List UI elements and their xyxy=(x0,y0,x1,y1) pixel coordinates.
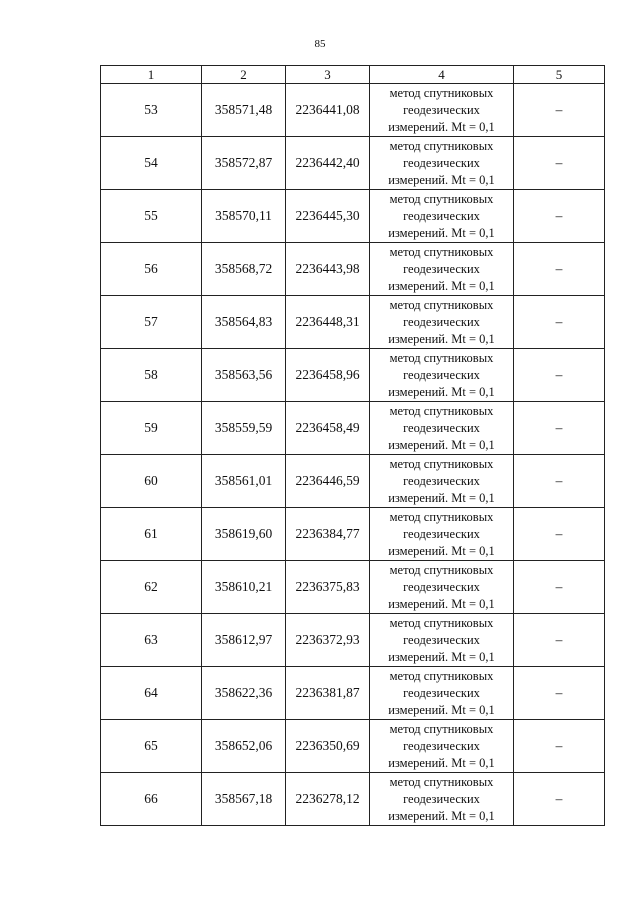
table-row xyxy=(101,508,605,561)
note-cell: – xyxy=(514,455,605,508)
column-header: 2 xyxy=(202,66,286,84)
point-number-cell: 62 xyxy=(101,561,202,614)
column-header: 5 xyxy=(514,66,605,84)
note-cell: – xyxy=(514,561,605,614)
method-cell: метод спутниковых геодезических измерений. Mt = 0,1 xyxy=(370,402,514,455)
method-cell: метод спутниковых геодезических измерений. Mt = 0,1 xyxy=(370,720,514,773)
note-cell: – xyxy=(514,84,605,137)
point-number-cell: 58 xyxy=(101,349,202,402)
note-cell: – xyxy=(514,508,605,561)
note-cell: – xyxy=(514,614,605,667)
x-coordinate-cell: 358561,01 xyxy=(202,455,286,508)
y-coordinate-cell: 2236372,93 xyxy=(286,614,370,667)
y-coordinate-cell: 2236278,12 xyxy=(286,773,370,826)
method-cell: метод спутниковых геодезических измерений. Mt = 0,1 xyxy=(370,190,514,243)
y-coordinate-cell: 2236441,08 xyxy=(286,84,370,137)
table-row xyxy=(101,190,605,243)
column-header: 4 xyxy=(370,66,514,84)
method-cell: метод спутниковых геодезических измерений. Mt = 0,1 xyxy=(370,561,514,614)
point-number-cell: 57 xyxy=(101,296,202,349)
y-coordinate-cell: 2236445,30 xyxy=(286,190,370,243)
y-coordinate-cell: 2236458,96 xyxy=(286,349,370,402)
method-cell: метод спутниковых геодезических измерений. Mt = 0,1 xyxy=(370,508,514,561)
point-number-cell: 53 xyxy=(101,84,202,137)
x-coordinate-cell: 358652,06 xyxy=(202,720,286,773)
page-number: 85 xyxy=(314,38,326,50)
x-coordinate-cell: 358572,87 xyxy=(202,137,286,190)
y-coordinate-cell: 2236446,59 xyxy=(286,455,370,508)
table-row xyxy=(101,137,605,190)
table-row xyxy=(101,402,605,455)
x-coordinate-cell: 358619,60 xyxy=(202,508,286,561)
y-coordinate-cell: 2236442,40 xyxy=(286,137,370,190)
method-cell: метод спутниковых геодезических измерений. Mt = 0,1 xyxy=(370,349,514,402)
x-coordinate-cell: 358570,11 xyxy=(202,190,286,243)
column-header: 3 xyxy=(286,66,370,84)
y-coordinate-cell: 2236448,31 xyxy=(286,296,370,349)
method-cell: метод спутниковых геодезических измерений. Mt = 0,1 xyxy=(370,455,514,508)
method-cell: метод спутниковых геодезических измерений. Mt = 0,1 xyxy=(370,667,514,720)
y-coordinate-cell: 2236458,49 xyxy=(286,402,370,455)
note-cell: – xyxy=(514,137,605,190)
x-coordinate-cell: 358610,21 xyxy=(202,561,286,614)
x-coordinate-cell: 358612,97 xyxy=(202,614,286,667)
note-cell: – xyxy=(514,720,605,773)
point-number-cell: 66 xyxy=(101,773,202,826)
y-coordinate-cell: 2236375,83 xyxy=(286,561,370,614)
y-coordinate-cell: 2236443,98 xyxy=(286,243,370,296)
point-number-cell: 65 xyxy=(101,720,202,773)
coordinates-table xyxy=(100,65,605,826)
y-coordinate-cell: 2236350,69 xyxy=(286,720,370,773)
point-number-cell: 55 xyxy=(101,190,202,243)
table-row xyxy=(101,561,605,614)
table-row xyxy=(101,667,605,720)
point-number-cell: 59 xyxy=(101,402,202,455)
note-cell: – xyxy=(514,667,605,720)
note-cell: – xyxy=(514,190,605,243)
table-row xyxy=(101,243,605,296)
x-coordinate-cell: 358564,83 xyxy=(202,296,286,349)
point-number-cell: 64 xyxy=(101,667,202,720)
table-row xyxy=(101,773,605,826)
method-cell: метод спутниковых геодезических измерений. Mt = 0,1 xyxy=(370,296,514,349)
point-number-cell: 54 xyxy=(101,137,202,190)
method-cell: метод спутниковых геодезических измерений. Mt = 0,1 xyxy=(370,773,514,826)
table-row xyxy=(101,349,605,402)
x-coordinate-cell: 358622,36 xyxy=(202,667,286,720)
table-row xyxy=(101,84,605,137)
x-coordinate-cell: 358568,72 xyxy=(202,243,286,296)
column-header: 1 xyxy=(101,66,202,84)
x-coordinate-cell: 358567,18 xyxy=(202,773,286,826)
table-body xyxy=(101,84,605,826)
x-coordinate-cell: 358559,59 xyxy=(202,402,286,455)
table-row xyxy=(101,720,605,773)
point-number-cell: 56 xyxy=(101,243,202,296)
x-coordinate-cell: 358571,48 xyxy=(202,84,286,137)
note-cell: – xyxy=(514,349,605,402)
method-cell: метод спутниковых геодезических измерений. Mt = 0,1 xyxy=(370,243,514,296)
note-cell: – xyxy=(514,402,605,455)
note-cell: – xyxy=(514,773,605,826)
note-cell: – xyxy=(514,243,605,296)
point-number-cell: 60 xyxy=(101,455,202,508)
point-number-cell: 63 xyxy=(101,614,202,667)
table-header-row xyxy=(101,66,605,84)
x-coordinate-cell: 358563,56 xyxy=(202,349,286,402)
y-coordinate-cell: 2236381,87 xyxy=(286,667,370,720)
note-cell: – xyxy=(514,296,605,349)
table-row xyxy=(101,296,605,349)
method-cell: метод спутниковых геодезических измерений. Mt = 0,1 xyxy=(370,137,514,190)
method-cell: метод спутниковых геодезических измерений. Mt = 0,1 xyxy=(370,84,514,137)
method-cell: метод спутниковых геодезических измерений. Mt = 0,1 xyxy=(370,614,514,667)
table-row xyxy=(101,614,605,667)
point-number-cell: 61 xyxy=(101,508,202,561)
y-coordinate-cell: 2236384,77 xyxy=(286,508,370,561)
table-row xyxy=(101,455,605,508)
